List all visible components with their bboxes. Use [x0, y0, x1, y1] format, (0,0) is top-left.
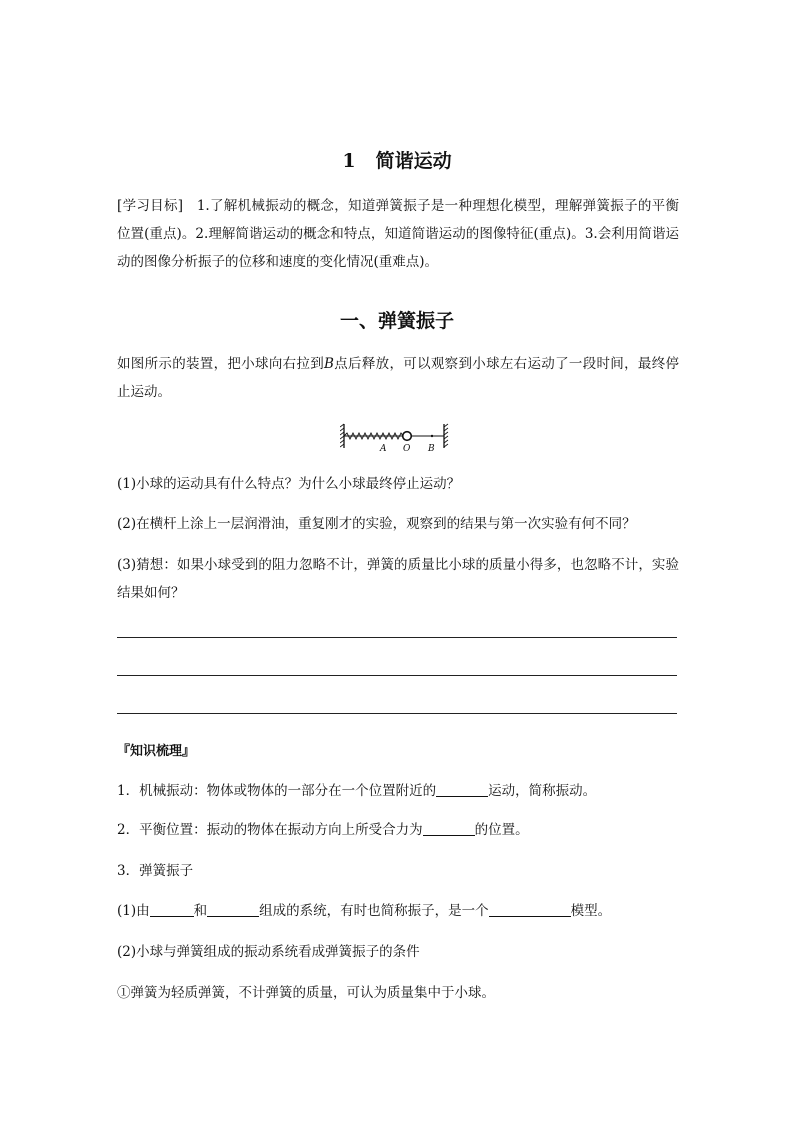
knowledge-item-2: 2．平衡位置：振动的物体在振动方向上所受合力为 的位置。	[117, 822, 529, 838]
objectives-label: [学习目标]	[117, 198, 184, 214]
fill-blank[interactable]	[150, 902, 194, 917]
label-b: B	[428, 444, 435, 454]
spring-oscillator-figure	[340, 420, 456, 456]
knowledge-sub-1: (1)由 和 组成的系统，有时也简称振子，是一个 模型。	[117, 903, 612, 919]
title-number: 1	[342, 150, 356, 172]
objectives-text: 1.了解机械振动的概念，知道弹簧振子是一种理想化模型，理解弹簧振子的平衡位置(重点)。2.理解简谐运动的概念和特点，知道简谐运动的图像特征(重点)。3.会利用简谐运动的图像分析振子的位移和速度的变化情况(重难点)。	[117, 198, 679, 270]
section-intro: 如图所示的装置，把小球向右拉到B点后释放，可以观察到小球左右运动了一段时间，最终停止运动。	[117, 356, 680, 400]
knowledge-condition-1: ①弹簧为轻质弹簧，不计弹簧的质量，可认为质量集中于小球。	[117, 985, 495, 1001]
label-a: A	[380, 444, 387, 454]
learning-objectives	[117, 192, 679, 276]
question-1: (1)小球的运动具有什么特点？为什么小球最终停止运动？	[117, 476, 461, 492]
page-title	[0, 146, 794, 173]
fill-blank[interactable]	[207, 902, 259, 917]
question-2: (2)在横杆上涂上一层润滑油，重复刚才的实验，观察到的结果与第一次实验有何不同？	[117, 516, 636, 532]
knowledge-item-3: 3．弹簧振子	[117, 863, 194, 879]
answer-line-3	[117, 713, 677, 714]
label-o: O	[403, 444, 411, 454]
fill-blank[interactable]	[423, 821, 475, 836]
answer-line-2	[117, 675, 677, 676]
knowledge-item-1: 1．机械振动：物体或物体的一部分在一个位置附近的 运动，简称振动。	[117, 783, 597, 799]
fill-blank[interactable]	[489, 902, 571, 917]
question-3: (3)猜想：如果小球受到的阻力忽略不计，弹簧的质量比小球的质量小得多，也忽略不计，实验结果如何？	[117, 557, 679, 601]
fill-blank[interactable]	[436, 782, 488, 797]
knowledge-title: 『知识梳理』	[117, 744, 196, 759]
title-text: 简谐运动	[375, 150, 452, 172]
point-b-variable: B	[324, 356, 334, 372]
answer-line-1	[117, 637, 677, 638]
ball-icon	[403, 432, 412, 441]
section-heading: 一、弹簧振子	[339, 310, 454, 332]
knowledge-sub-2: (2)小球与弹簧组成的振动系统看成弹簧振子的条件	[117, 944, 420, 960]
